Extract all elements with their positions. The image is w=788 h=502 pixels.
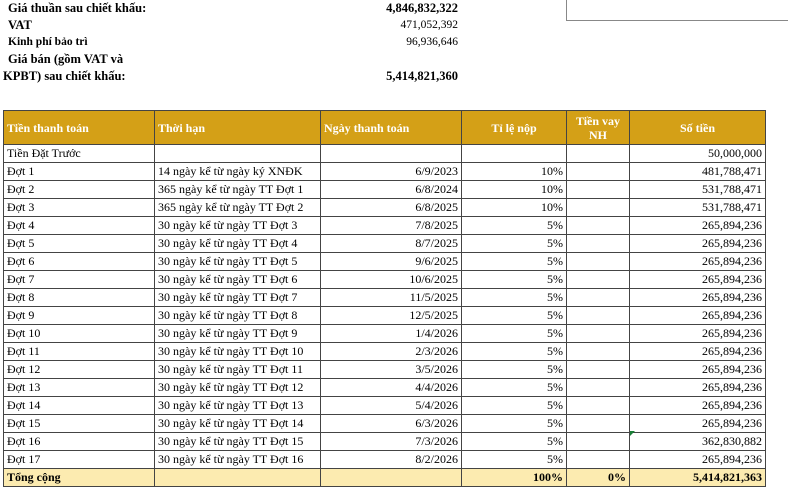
cell-term: 14 ngày kể từ ngày ký XNĐK — [155, 163, 321, 181]
vat-value: 471,052,392 — [400, 19, 458, 31]
cell-rate: 5% — [462, 325, 567, 343]
cell-term: 365 ngày kể từ ngày TT Đợt 1 — [155, 181, 321, 199]
cell-name: Đợt 10 — [4, 325, 155, 343]
cell-date: 3/5/2026 — [321, 361, 462, 379]
cell-rate: 5% — [462, 397, 567, 415]
header-rate: Tỉ lệ nộp — [462, 111, 567, 145]
cell-date: 8/2/2026 — [321, 451, 462, 469]
total-empty-date — [321, 469, 462, 487]
total-row — [4, 469, 766, 487]
cell-name: Đợt 17 — [4, 451, 155, 469]
sale-price-row-2 — [0, 68, 470, 85]
cell-term: 30 ngày kể từ ngày TT Đợt 7 — [155, 289, 321, 307]
cell-amount: 50,000,000 — [630, 145, 766, 163]
table-row — [4, 397, 766, 415]
cell-name: Đợt 16 — [4, 433, 155, 451]
cell-loan — [567, 361, 630, 379]
table-row — [4, 343, 766, 361]
cell-date — [321, 145, 462, 163]
cell-loan — [567, 181, 630, 199]
table-header-row — [4, 111, 766, 145]
table-row — [4, 145, 766, 163]
cell-rate: 5% — [462, 433, 567, 451]
cell-amount: 265,894,236 — [630, 289, 766, 307]
cell-rate: 5% — [462, 379, 567, 397]
cell-amount: 265,894,236 — [630, 271, 766, 289]
cell-loan — [567, 415, 630, 433]
cell-rate: 5% — [462, 451, 567, 469]
cell-amount: 265,894,236 — [630, 235, 766, 253]
table-row — [4, 289, 766, 307]
cell-date: 5/4/2026 — [321, 397, 462, 415]
cell-date: 9/6/2025 — [321, 253, 462, 271]
cell-rate: 5% — [462, 271, 567, 289]
table-row — [4, 199, 766, 217]
cell-loan — [567, 163, 630, 181]
cell-term: 30 ngày kể từ ngày TT Đợt 15 — [155, 433, 321, 451]
cell-date: 10/6/2025 — [321, 271, 462, 289]
payment-schedule-table — [3, 110, 766, 487]
cell-name: Đợt 2 — [4, 181, 155, 199]
cell-loan — [567, 199, 630, 217]
cell-rate: 5% — [462, 415, 567, 433]
cell-term: 30 ngày kể từ ngày TT Đợt 13 — [155, 397, 321, 415]
cell-amount: 265,894,236 — [630, 415, 766, 433]
cell-date: 6/8/2024 — [321, 181, 462, 199]
cell-name: Đợt 11 — [4, 343, 155, 361]
cell-comment-marker — [630, 431, 635, 436]
cell-term: 30 ngày kể từ ngày TT Đợt 3 — [155, 217, 321, 235]
table-row — [4, 433, 766, 451]
cell-rate: 5% — [462, 253, 567, 271]
cell-term: 30 ngày kể từ ngày TT Đợt 14 — [155, 415, 321, 433]
cell-name: Đợt 3 — [4, 199, 155, 217]
cell-date: 6/3/2026 — [321, 415, 462, 433]
cell-loan — [567, 289, 630, 307]
cell-term — [155, 145, 321, 163]
cell-date: 6/8/2025 — [321, 199, 462, 217]
cell-date: 6/9/2023 — [321, 163, 462, 181]
cell-date: 8/7/2025 — [321, 235, 462, 253]
header-amount: Số tiền — [630, 111, 766, 145]
cell-rate: 5% — [462, 235, 567, 253]
table-row — [4, 217, 766, 235]
net-price-row — [0, 0, 470, 17]
price-summary — [0, 0, 470, 85]
table-row — [4, 379, 766, 397]
cell-name: Đợt 15 — [4, 415, 155, 433]
header-term: Thời hạn — [155, 111, 321, 145]
table-row — [4, 181, 766, 199]
cell-date: 7/3/2026 — [321, 433, 462, 451]
cell-name: Đợt 4 — [4, 217, 155, 235]
cell-amount: 265,894,236 — [630, 451, 766, 469]
top-right-cell-border — [566, 0, 788, 21]
table-row — [4, 235, 766, 253]
cell-term: 30 ngày kể từ ngày TT Đợt 6 — [155, 271, 321, 289]
table-row — [4, 307, 766, 325]
cell-name: Đợt 12 — [4, 361, 155, 379]
sale-price-value: 5,414,821,360 — [386, 69, 458, 83]
cell-loan — [567, 217, 630, 235]
cell-loan — [567, 271, 630, 289]
table-row — [4, 415, 766, 433]
cell-date: 4/4/2026 — [321, 379, 462, 397]
header-date: Ngày thanh toán — [321, 111, 462, 145]
cell-name: Tiền Đặt Trước — [4, 145, 155, 163]
total-amount: 5,414,821,363 — [630, 469, 766, 487]
vat-label: VAT — [8, 18, 32, 32]
table-row — [4, 271, 766, 289]
cell-term: 30 ngày kể từ ngày TT Đợt 4 — [155, 235, 321, 253]
header-loan: Tiền vay NH — [567, 111, 630, 145]
table-row — [4, 253, 766, 271]
vat-row — [0, 17, 470, 34]
maintenance-row — [0, 34, 470, 51]
maintenance-label: Kinh phí bảo trì — [8, 36, 88, 48]
cell-name: Đợt 1 — [4, 163, 155, 181]
net-price-label: Giá thuần sau chiết khấu: — [8, 1, 147, 15]
cell-amount: 265,894,236 — [630, 343, 766, 361]
cell-amount: 531,788,471 — [630, 199, 766, 217]
sale-price-row-1 — [0, 51, 470, 68]
net-price-value: 4,846,832,322 — [386, 1, 458, 15]
cell-term: 30 ngày kể từ ngày TT Đợt 9 — [155, 325, 321, 343]
cell-date: 1/4/2026 — [321, 325, 462, 343]
cell-rate: 10% — [462, 163, 567, 181]
cell-amount: 265,894,236 — [630, 217, 766, 235]
cell-date: 11/5/2025 — [321, 289, 462, 307]
cell-loan — [567, 379, 630, 397]
cell-name: Đợt 7 — [4, 271, 155, 289]
table-row — [4, 325, 766, 343]
cell-rate: 5% — [462, 289, 567, 307]
cell-term: 30 ngày kể từ ngày TT Đợt 16 — [155, 451, 321, 469]
cell-rate — [462, 145, 567, 163]
cell-date: 2/3/2026 — [321, 343, 462, 361]
cell-term: 30 ngày kể từ ngày TT Đợt 12 — [155, 379, 321, 397]
total-empty-term — [155, 469, 321, 487]
cell-rate: 5% — [462, 361, 567, 379]
maintenance-value: 96,936,646 — [406, 36, 458, 48]
total-loan: 0% — [567, 469, 630, 487]
cell-amount: 362,830,882 — [630, 433, 766, 451]
cell-loan — [567, 307, 630, 325]
cell-rate: 10% — [462, 199, 567, 217]
cell-loan — [567, 433, 630, 451]
total-rate: 100% — [462, 469, 567, 487]
cell-loan — [567, 253, 630, 271]
cell-rate: 5% — [462, 217, 567, 235]
cell-name: Đợt 6 — [4, 253, 155, 271]
total-label: Tổng cộng — [4, 469, 155, 487]
table-row — [4, 451, 766, 469]
cell-date: 12/5/2025 — [321, 307, 462, 325]
cell-amount: 481,788,471 — [630, 163, 766, 181]
cell-name: Đợt 8 — [4, 289, 155, 307]
cell-loan — [567, 451, 630, 469]
cell-name: Đợt 5 — [4, 235, 155, 253]
cell-loan — [567, 235, 630, 253]
cell-loan — [567, 145, 630, 163]
cell-rate: 5% — [462, 307, 567, 325]
cell-amount: 265,894,236 — [630, 361, 766, 379]
cell-term: 365 ngày kể từ ngày TT Đợt 2 — [155, 199, 321, 217]
cell-loan — [567, 397, 630, 415]
cell-amount: 265,894,236 — [630, 307, 766, 325]
cell-term: 30 ngày kể từ ngày TT Đợt 11 — [155, 361, 321, 379]
sale-price-label-1: Giá bán (gồm VAT và — [8, 52, 124, 66]
cell-term: 30 ngày kể từ ngày TT Đợt 5 — [155, 253, 321, 271]
cell-loan — [567, 325, 630, 343]
header-payment: Tiền thanh toán — [4, 111, 155, 145]
cell-term: 30 ngày kể từ ngày TT Đợt 10 — [155, 343, 321, 361]
sale-price-label-2: KPBT) sau chiết khấu: — [3, 69, 126, 83]
cell-loan — [567, 343, 630, 361]
cell-amount: 265,894,236 — [630, 397, 766, 415]
table-row — [4, 163, 766, 181]
cell-rate: 10% — [462, 181, 567, 199]
cell-rate: 5% — [462, 343, 567, 361]
cell-name: Đợt 9 — [4, 307, 155, 325]
cell-amount: 265,894,236 — [630, 379, 766, 397]
cell-name: Đợt 13 — [4, 379, 155, 397]
cell-date: 7/8/2025 — [321, 217, 462, 235]
table-row — [4, 361, 766, 379]
cell-amount: 531,788,471 — [630, 181, 766, 199]
cell-term: 30 ngày kể từ ngày TT Đợt 8 — [155, 307, 321, 325]
cell-name: Đợt 14 — [4, 397, 155, 415]
cell-amount: 265,894,236 — [630, 253, 766, 271]
cell-amount: 265,894,236 — [630, 325, 766, 343]
